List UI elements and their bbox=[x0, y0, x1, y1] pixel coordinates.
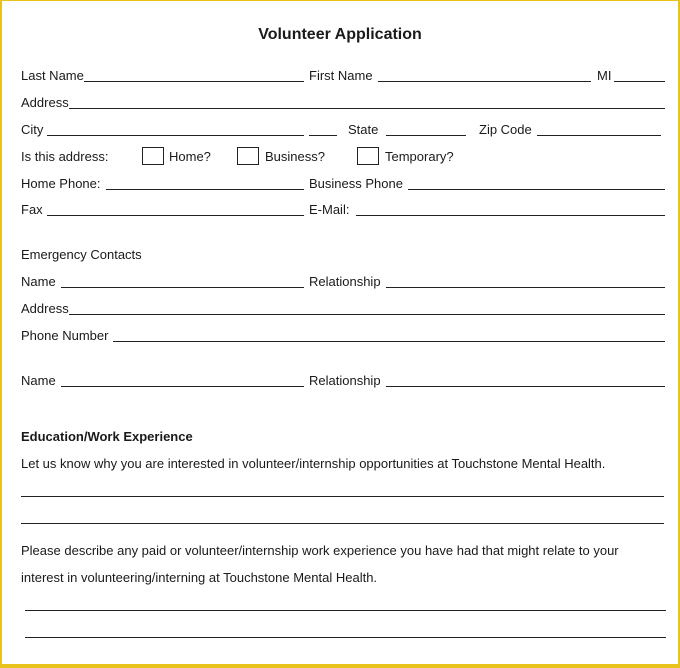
zip-label: Zip Code bbox=[479, 122, 532, 137]
mi-field[interactable] bbox=[614, 81, 665, 82]
business-phone-label: Business Phone bbox=[309, 176, 403, 191]
interest-answer-line-2[interactable] bbox=[21, 523, 664, 524]
business-option-label: Business? bbox=[265, 149, 325, 164]
experience-answer-line-1[interactable] bbox=[25, 610, 666, 611]
experience-question-line-1: Please describe any paid or volunteer/internship work experience you have had that might relate to your bbox=[21, 543, 619, 558]
home-option-label: Home? bbox=[169, 149, 211, 164]
experience-question-line-2: interest in volunteering/interning at Touchstone Mental Health. bbox=[21, 570, 378, 585]
last-name-field[interactable] bbox=[84, 81, 304, 82]
education-heading: Education/Work Experience bbox=[21, 429, 193, 444]
emergency-name2-field[interactable] bbox=[61, 386, 304, 387]
address-field[interactable] bbox=[69, 108, 665, 109]
city-label: City bbox=[21, 122, 44, 137]
emergency-name-label: Name bbox=[21, 274, 56, 289]
experience-answer-line-2[interactable] bbox=[25, 637, 666, 638]
business-phone-field[interactable] bbox=[408, 189, 665, 190]
emergency-phone-label: Phone Number bbox=[21, 328, 109, 343]
home-phone-field[interactable] bbox=[106, 189, 304, 190]
emergency-relationship2-label: Relationship bbox=[309, 373, 381, 388]
mi-label: MI bbox=[597, 68, 612, 83]
first-name-label: First Name bbox=[309, 68, 373, 83]
first-name-field[interactable] bbox=[378, 81, 591, 82]
emergency-name2-label: Name bbox=[21, 373, 56, 388]
address-label: Address bbox=[21, 95, 69, 110]
temporary-checkbox[interactable] bbox=[357, 147, 379, 165]
address-type-label: Is this address: bbox=[21, 149, 109, 164]
last-name-label: Last Name bbox=[21, 68, 84, 83]
emergency-name-field[interactable] bbox=[61, 287, 304, 288]
state-label: State bbox=[348, 122, 379, 137]
emergency-phone-field[interactable] bbox=[113, 341, 665, 342]
email-label: E-Mail: bbox=[309, 202, 350, 217]
emergency-address-label: Address bbox=[21, 301, 69, 316]
interest-answer-line-1[interactable] bbox=[21, 496, 664, 497]
emergency-heading: Emergency Contacts bbox=[21, 247, 142, 262]
form-title: Volunteer Application bbox=[258, 26, 422, 43]
city-extra-field[interactable] bbox=[309, 135, 337, 136]
interest-question: Let us know why you are interested in volunteer/internship opportunities at Touchstone Mental Health. bbox=[21, 456, 606, 471]
fax-field[interactable] bbox=[47, 215, 304, 216]
home-phone-label: Home Phone: bbox=[21, 176, 101, 191]
home-checkbox[interactable] bbox=[142, 147, 164, 165]
zip-field[interactable] bbox=[537, 135, 661, 136]
emergency-address-field[interactable] bbox=[69, 314, 665, 315]
city-field[interactable] bbox=[47, 135, 304, 136]
emergency-relationship2-field[interactable] bbox=[386, 386, 665, 387]
state-field[interactable] bbox=[386, 135, 466, 136]
business-checkbox[interactable] bbox=[237, 147, 259, 165]
email-field[interactable] bbox=[356, 215, 665, 216]
temporary-option-label: Temporary? bbox=[385, 149, 454, 164]
fax-label: Fax bbox=[21, 202, 43, 217]
emergency-relationship-label: Relationship bbox=[309, 274, 381, 289]
emergency-relationship-field[interactable] bbox=[386, 287, 665, 288]
